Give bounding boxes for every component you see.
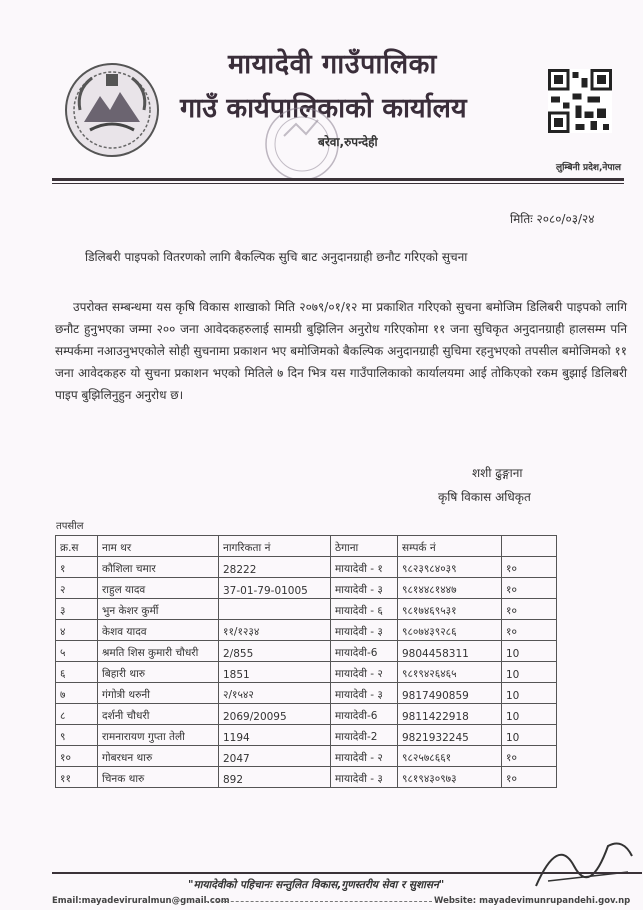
footer-motto: "मायादेवीको पहिचानः सन्तुलित विकास,गुणस्तरीय सेवा र सुशासन" (188, 879, 445, 891)
cell: 10 (502, 704, 557, 725)
cell: 28222 (219, 557, 331, 578)
cell: चिनक थारु (98, 767, 219, 788)
cell: केशव यादव (98, 620, 219, 641)
header-cell: नागरिकता नं (219, 536, 331, 557)
cell: रामनारायण गुप्ता तेली (98, 725, 219, 746)
cell: ९८१७४६९५३१ (398, 599, 502, 620)
cell: १० (502, 620, 557, 641)
table-row (56, 767, 557, 788)
cell: राहुल यादव (98, 578, 219, 599)
cell: दर्शनी चौधरी (98, 704, 219, 725)
header-cell: नाम थर (98, 536, 219, 557)
cell: 2047 (219, 746, 331, 767)
header-divider-thin (52, 183, 624, 184)
cell: ९ (56, 725, 98, 746)
beneficiary-table (55, 535, 557, 788)
cell: ३ (56, 599, 98, 620)
cell: मायादेवी-6 (331, 704, 398, 725)
cell: 9817490859 (398, 683, 502, 704)
header-address: बरेवा,रुपन्देही (318, 135, 378, 149)
footer-email: Email:mayadeviruralmun@gmail.com (52, 896, 230, 906)
table-header-row (56, 536, 557, 557)
notice-subject: डिलिबरी पाइपको वितरणको लागि बैकल्पिक सुचि बाट अनुदानग्राही छनौट गरिएको सुचना (85, 250, 468, 264)
table-row (56, 578, 557, 599)
cell: ९८०७४३९२८६ (398, 620, 502, 641)
cell: १ (56, 557, 98, 578)
table-caption: तपसील (56, 521, 84, 532)
cell: 2/855 (219, 641, 331, 662)
cell: ९८१९४२६४६५ (398, 662, 502, 683)
cell: ५ (56, 641, 98, 662)
cell: ७ (56, 683, 98, 704)
cell: भुन केशर कुर्मी (98, 599, 219, 620)
cell: ९८१४४८१४४७ (398, 578, 502, 599)
cell: बिहारी थारु (98, 662, 219, 683)
cell: ८ (56, 704, 98, 725)
header-cell (502, 536, 557, 557)
cell: 2069/20095 (219, 704, 331, 725)
table-row (56, 620, 557, 641)
cell: 892 (219, 767, 331, 788)
table-row (56, 704, 557, 725)
cell: मायादेवी - ३ (331, 620, 398, 641)
cell: 37-01-79-01005 (219, 578, 331, 599)
cell: १० (502, 578, 557, 599)
cell: ६ (56, 662, 98, 683)
cell: कौशिला चमार (98, 557, 219, 578)
header-divider (52, 178, 624, 181)
table-row (56, 725, 557, 746)
table-row (56, 746, 557, 767)
footer-divider (52, 872, 642, 874)
footer-dashline (206, 901, 432, 902)
cell: 10 (502, 641, 557, 662)
qr-code-icon (548, 69, 612, 133)
cell: श्रमति शिस कुमारी चौधरी (98, 641, 219, 662)
cell: १० (502, 746, 557, 767)
cell: 10 (502, 683, 557, 704)
header-cell: ठेगाना (331, 536, 398, 557)
cell: 10 (502, 725, 557, 746)
table-row (56, 662, 557, 683)
cell: मायादेवी-6 (331, 641, 398, 662)
cell: मायादेवी - १ (331, 557, 398, 578)
header-title-line2: गाउँ कार्यपालिकाको कार्यालय (180, 93, 467, 124)
cell: गोबरधन थारु (98, 746, 219, 767)
cell: १० (502, 767, 557, 788)
cell: गंगोत्री थरुनी (98, 683, 219, 704)
cell: मायादेवी-2 (331, 725, 398, 746)
cell: 1851 (219, 662, 331, 683)
cell: मायादेवी - ३ (331, 683, 398, 704)
cell: ४ (56, 620, 98, 641)
cell: ९८२३९८४०३९ (398, 557, 502, 578)
table-row (56, 641, 557, 662)
cell (219, 599, 331, 620)
cell: २ (56, 578, 98, 599)
cell: १० (56, 746, 98, 767)
cell: ९८१९४३०९७३ (398, 767, 502, 788)
table-row (56, 683, 557, 704)
cell: मायादेवी - ३ (331, 578, 398, 599)
cell: 10 (502, 662, 557, 683)
cell: 9811422918 (398, 704, 502, 725)
signatory-name: शशी ढुङ्गाना (472, 466, 523, 480)
notice-date: मितिः २०८०/०३/२४ (510, 212, 595, 226)
cell: 9821932245 (398, 725, 502, 746)
cell: १० (502, 557, 557, 578)
signature-icon (528, 826, 638, 896)
header-title-line1: मायादेवी गाउँपालिका (228, 49, 437, 80)
cell: ११/१२३४ (219, 620, 331, 641)
signatory-title: कृषि विकास अधिकृत (438, 490, 531, 504)
municipality-logo-icon (62, 60, 162, 160)
header-cell: क्र.स (56, 536, 98, 557)
header-cell: सम्पर्क नं (398, 536, 502, 557)
cell: ९८२५७८६६१ (398, 746, 502, 767)
cell: मायादेवी - ६ (331, 599, 398, 620)
footer-website: Website: mayadevimunrupandehi.gov.np (434, 896, 631, 906)
cell: ११ (56, 767, 98, 788)
cell: 9804458311 (398, 641, 502, 662)
table-row (56, 557, 557, 578)
cell: मायादेवी - ३ (331, 767, 398, 788)
province-label: लुम्बिनी प्रदेश,नेपाल (556, 163, 621, 173)
cell: २/१५४२ (219, 683, 331, 704)
table-row (56, 599, 557, 620)
cell: मायादेवी - २ (331, 746, 398, 767)
cell: 1194 (219, 725, 331, 746)
cell: १० (502, 599, 557, 620)
cell: मायादेवी - २ (331, 662, 398, 683)
notice-body: उपरोक्त सम्बन्धमा यस कृषि विकास शाखाको मिति २०७९/०१/१२ मा प्रकाशित गरिएको सुचना बमोजिम डिलिबरी पाइपको लागि छनौट हुनुभएका जम्मा २०० जना आवेदकहरुलाई सामग्री बुझिलिन अनुरोध गरिएकोमा ११ जना सुचिकृत अनुदानग्राही हालसम्म पनि सम्पर्कमा नआउनुभएकोले सोही सुचनामा प्रकाशन भए बमोजिमको बैकल्पिक अनुदानग्राही सुचिमा रहनुभएको तपसील बमोजिमको ११ जना आवेदकहरु यो सुचना प्रकाशन भएको मितिले ७ दिन भित्र यस गाउँपालिकाको कार्यालयमा आई तोकिएको रकम बुझाई डिलिबरी पाइप बुझिलिनुहुन अनुरोध छ। (55, 300, 627, 402)
